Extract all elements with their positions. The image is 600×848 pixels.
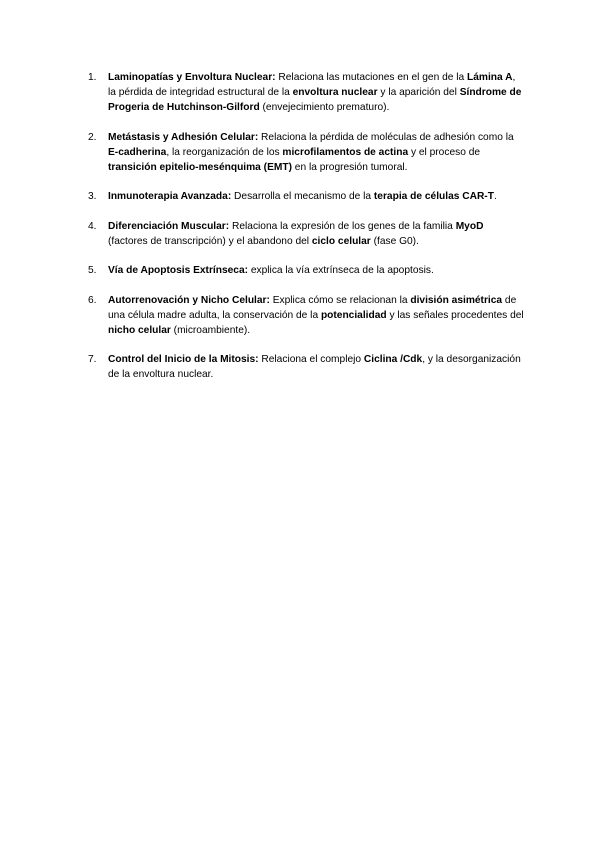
text-segment: . [493,191,497,202]
text-segment: Relaciona el complejo [258,354,364,365]
item-text [108,295,524,336]
question-item [88,293,524,338]
item-number: 7. [88,354,97,365]
question-item [88,219,524,249]
item-heading: Metástasis y Adhesión Celular: [108,131,259,143]
key-term: Ciclina /Cdk [363,354,423,365]
text-segment: y las señales procedentes del [386,309,524,321]
key-term: E-cadherina [108,146,167,158]
item-text [108,354,521,380]
item-number: 6. [88,294,97,306]
text-segment: Desarrolla el mecanismo de la [231,191,374,202]
question-item [88,70,524,115]
text-segment: y el proceso de [408,146,481,158]
item-text [108,221,483,247]
item-heading: Laminopatías y Envoltura Nuclear: [108,72,276,83]
text-segment: y la aparición del [377,87,460,98]
key-term: microfilamentos de actina [282,146,409,158]
text-segment: , la reorganización de los [166,146,283,158]
item-number: 1. [88,72,97,83]
item-heading: Inmunoterapia Avanzada: [108,191,232,202]
text-segment: (envejecimiento prematuro). [259,102,390,113]
text-segment: explica la vía extrínseca de la apoptosis. [248,265,434,276]
question-list [88,70,524,397]
text-segment: en la progresión tumoral. [291,161,408,173]
item-text [108,72,521,113]
item-number: 5. [88,265,97,276]
key-term: envoltura nuclear [292,87,378,98]
key-term: Síndrome de Progeria de Hutchinson-Gilford [108,87,522,113]
text-segment: , y la desorganización de la envoltura nuclear. [108,354,521,380]
item-text [108,191,497,202]
item-heading: Autorrenovación y Nicho Celular: [108,294,270,306]
item-heading: Vía de Apoptosis Extrínseca: [108,265,249,276]
text-segment: Relaciona la expresión de los genes de la familia [229,220,456,232]
item-text [108,132,514,173]
text-segment: (microambiente). [170,324,251,336]
item-heading: Control del Inicio de la Mitosis: [108,354,259,365]
key-term: nicho celular [108,324,171,336]
text-segment: , la pérdida de integridad estructural de la [108,72,516,98]
question-item [88,189,524,204]
key-term: Lámina A [467,72,513,83]
key-term: ciclo celular [311,235,371,247]
item-text [108,265,434,276]
text-segment: de una célula madre adulta, la conservación de la [108,294,517,321]
text-segment: Relaciona la pérdida de moléculas de adhesión como la [258,131,514,143]
text-segment: Explica cómo se relacionan la [269,294,411,306]
item-number: 4. [88,220,97,232]
text-segment: (fase G0). [370,235,419,247]
item-number: 2. [88,131,97,143]
question-item [88,352,524,382]
key-term: transición epitelio-mesénquima (EMT) [108,161,292,173]
key-term: potencialidad [320,309,387,321]
question-item [88,130,524,175]
item-number: 3. [88,191,97,202]
question-item [88,263,524,278]
item-heading: Diferenciación Muscular: [108,220,230,232]
text-segment: (factores de transcripción) y el abandono del [108,235,312,247]
key-term: división asimétrica [410,294,503,306]
text-segment: Relaciona las mutaciones en el gen de la [275,72,467,83]
key-term: MyoD [455,220,484,232]
key-term: terapia de células CAR-T [373,191,494,202]
